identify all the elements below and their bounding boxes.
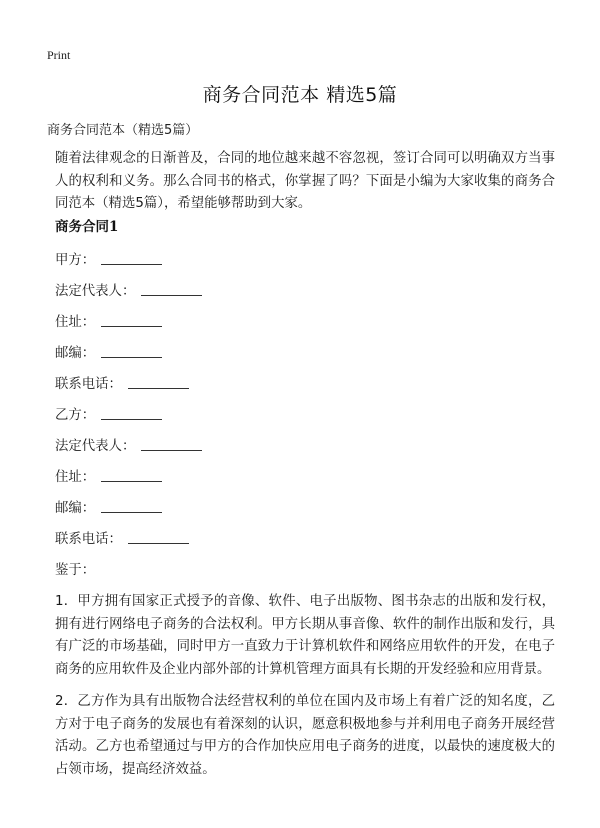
blank-line <box>141 294 202 296</box>
blank-line <box>101 263 162 265</box>
document-subtitle: 商务合同范本（精选5篇） <box>47 123 199 138</box>
field-label: 甲方： <box>55 253 96 268</box>
field-label: 邮编： <box>55 346 96 361</box>
party-b-address-field <box>55 465 162 485</box>
blank-line <box>141 449 202 451</box>
party-a-address-field <box>55 310 162 330</box>
party-a-name-field <box>55 248 162 268</box>
field-label: 法定代表人： <box>55 284 136 299</box>
field-label: 住址： <box>55 315 96 330</box>
field-label: 法定代表人： <box>55 439 136 454</box>
clause-2: 2．乙方作为具有出版物合法经营权利的单位在国内及市场上有着广泛的知名度，乙方对于电子商务的发展也有着深刻的认识，愿意积极地参与并利用电子商务开展经营活动。乙方也希望通过与甲方的合作加快应用电子商务的进度，以最快的速度极大的占领市场，提高经济效益。 <box>55 694 555 777</box>
blank-line <box>128 542 189 544</box>
blank-line <box>128 387 189 389</box>
field-label: 联系电话： <box>55 532 122 547</box>
field-label: 联系电话： <box>55 377 122 392</box>
clause-1: 1．甲方拥有国家正式授予的音像、软件、电子出版物、图书杂志的出版和发行权，拥有进行网络电子商务的合法权利。甲方长期从事音像、软件的制作出版和发行，具有广泛的市场基础，同时甲方一直致力于计算机软件和网络应用软件的开发，在电子商务的应用软件及企业内部外部的计算机管理方面具有长期的开发经验和应用背景。 <box>55 594 555 677</box>
party-a-representative-field <box>55 279 202 299</box>
blank-line <box>101 480 162 482</box>
field-label: 鉴于： <box>55 563 96 578</box>
field-label: 邮编： <box>55 501 96 516</box>
blank-line <box>101 356 162 358</box>
print-label: Print <box>47 48 71 62</box>
section-heading: 商务合同1 <box>55 219 119 235</box>
intro-paragraph: 随着法律观念的日渐普及，合同的地位越来越不容忽视，签订合同可以明确双方当事人的权利和义务。那么合同书的格式，你掌握了吗？下面是小编为大家收集的商务合同范本（精选5篇），希望能够帮助到大家。 <box>55 151 555 211</box>
field-label: 乙方： <box>55 408 96 423</box>
blank-line <box>101 418 162 420</box>
party-b-phone-field <box>55 527 189 547</box>
document-title: 商务合同范本 精选5篇 <box>202 84 398 106</box>
party-b-postcode-field <box>55 496 162 516</box>
whereas-label <box>55 558 95 578</box>
party-a-phone-field <box>55 372 189 392</box>
party-b-name-field <box>55 403 162 423</box>
party-b-representative-field <box>55 434 202 454</box>
blank-line <box>101 511 162 513</box>
party-a-postcode-field <box>55 341 162 361</box>
field-label: 住址： <box>55 470 96 485</box>
blank-line <box>101 325 162 327</box>
